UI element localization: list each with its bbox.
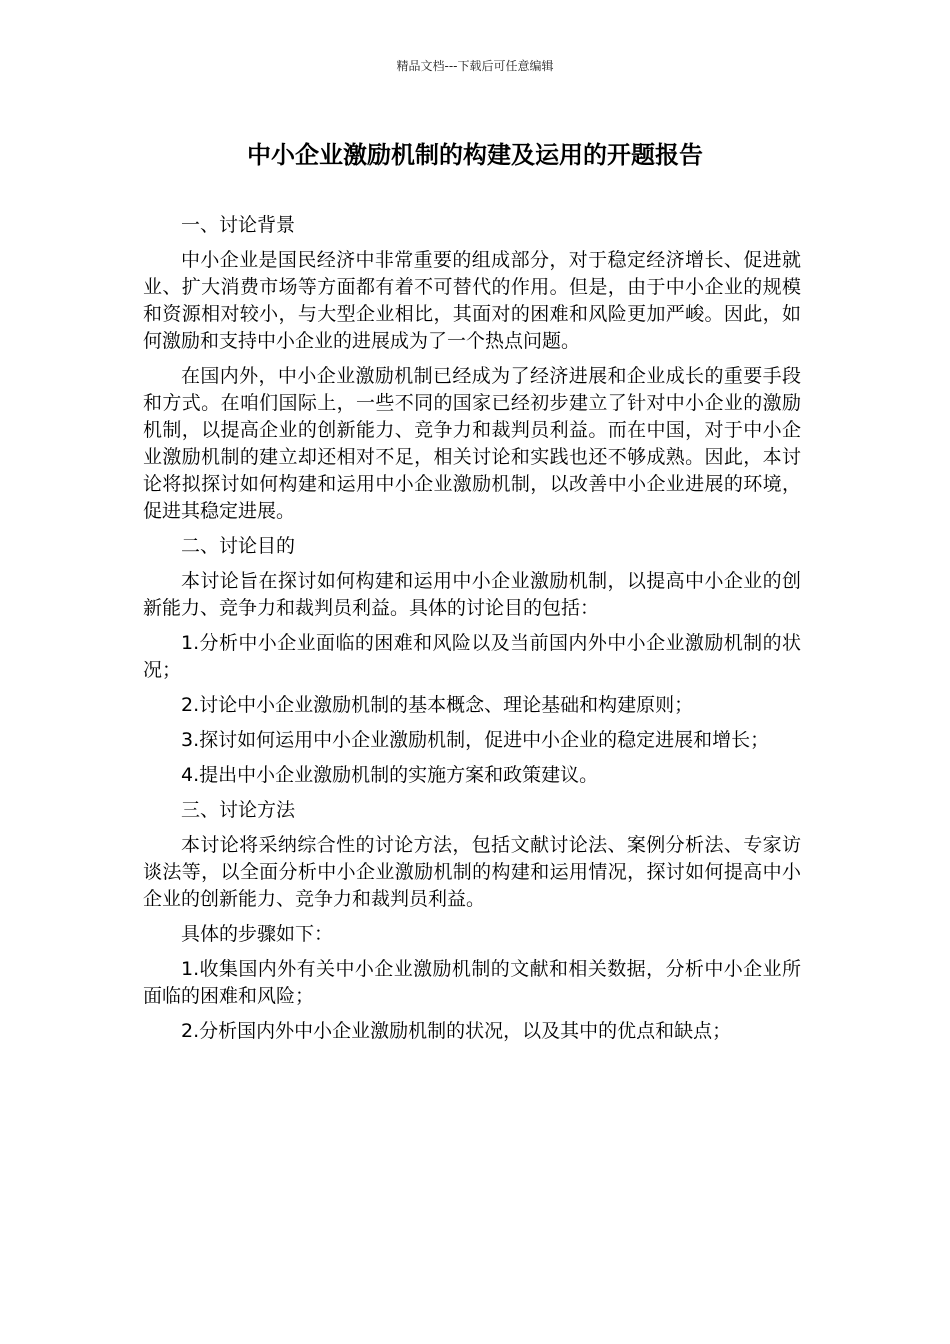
list-item-purpose-3: 3.探讨如何运用中小企业激励机制，促进中小企业的稳定进展和增长； — [181, 729, 770, 751]
document-body — [143, 212, 801, 1053]
list-item-purpose-4: 4.提出中小企业激励机制的实施方案和政策建议。 — [181, 764, 599, 786]
section-heading-background: 一、讨论背景 — [181, 214, 296, 236]
page-header: 精品文档---下载后可任意编辑 — [396, 59, 554, 73]
list-item-purpose-1: 1.分析中小企业面临的困难和风险以及当前国内外中小企业激励机制的状况； — [143, 632, 801, 681]
paragraph-method-intro: 本讨论将采纳综合性的讨论方法，包括文献讨论法、案例分析法、专家访谈法等，以全面分析中小企业激励机制的构建和运用情况，探讨如何提高中小企业的创新能力、竞争力和裁判员利益。 — [143, 834, 801, 910]
section-heading-method: 三、讨论方法 — [181, 799, 296, 821]
list-item-method-1: 1.收集国内外有关中小企业激励机制的文献和相关数据，分析中小企业所面临的困难和风险； — [143, 958, 801, 1007]
section-heading-purpose: 二、讨论目的 — [181, 535, 296, 557]
paragraph-background-2: 在国内外，中小企业激励机制已经成为了经济进展和企业成长的重要手段和方式。在咱们国际上，一些不同的国家已经初步建立了针对中小企业的激励机制，以提高企业的创新能力、竞争力和裁判员利益。而在中国，对于中小企业激励机制的建立却还相对不足，相关讨论和实践也还不够成熟。因此，本讨论将拟探讨如何构建和运用中小企业激励机制，以改善中小企业进展的环境，促进其稳定进展。 — [143, 365, 801, 522]
paragraph-purpose-intro: 本讨论旨在探讨如何构建和运用中小企业激励机制，以提高中小企业的创新能力、竞争力和裁判员利益。具体的讨论目的包括： — [143, 570, 801, 619]
paragraph-method-steps-label: 具体的步骤如下： — [181, 923, 334, 945]
document-title: 中小企业激励机制的构建及运用的开题报告 — [247, 141, 703, 169]
list-item-purpose-2: 2.讨论中小企业激励机制的基本概念、理论基础和构建原则； — [181, 694, 694, 716]
paragraph-background-1: 中小企业是国民经济中非常重要的组成部分，对于稳定经济增长、促进就业、扩大消费市场等方面都有着不可替代的作用。但是，由于中小企业的规模和资源相对较小，与大型企业相比，其面对的困难和风险更加严峻。因此，如何激励和支持中小企业的进展成为了一个热点问题。 — [143, 249, 801, 352]
list-item-method-2: 2.分析国内外中小企业激励机制的状况，以及其中的优点和缺点； — [181, 1020, 732, 1042]
